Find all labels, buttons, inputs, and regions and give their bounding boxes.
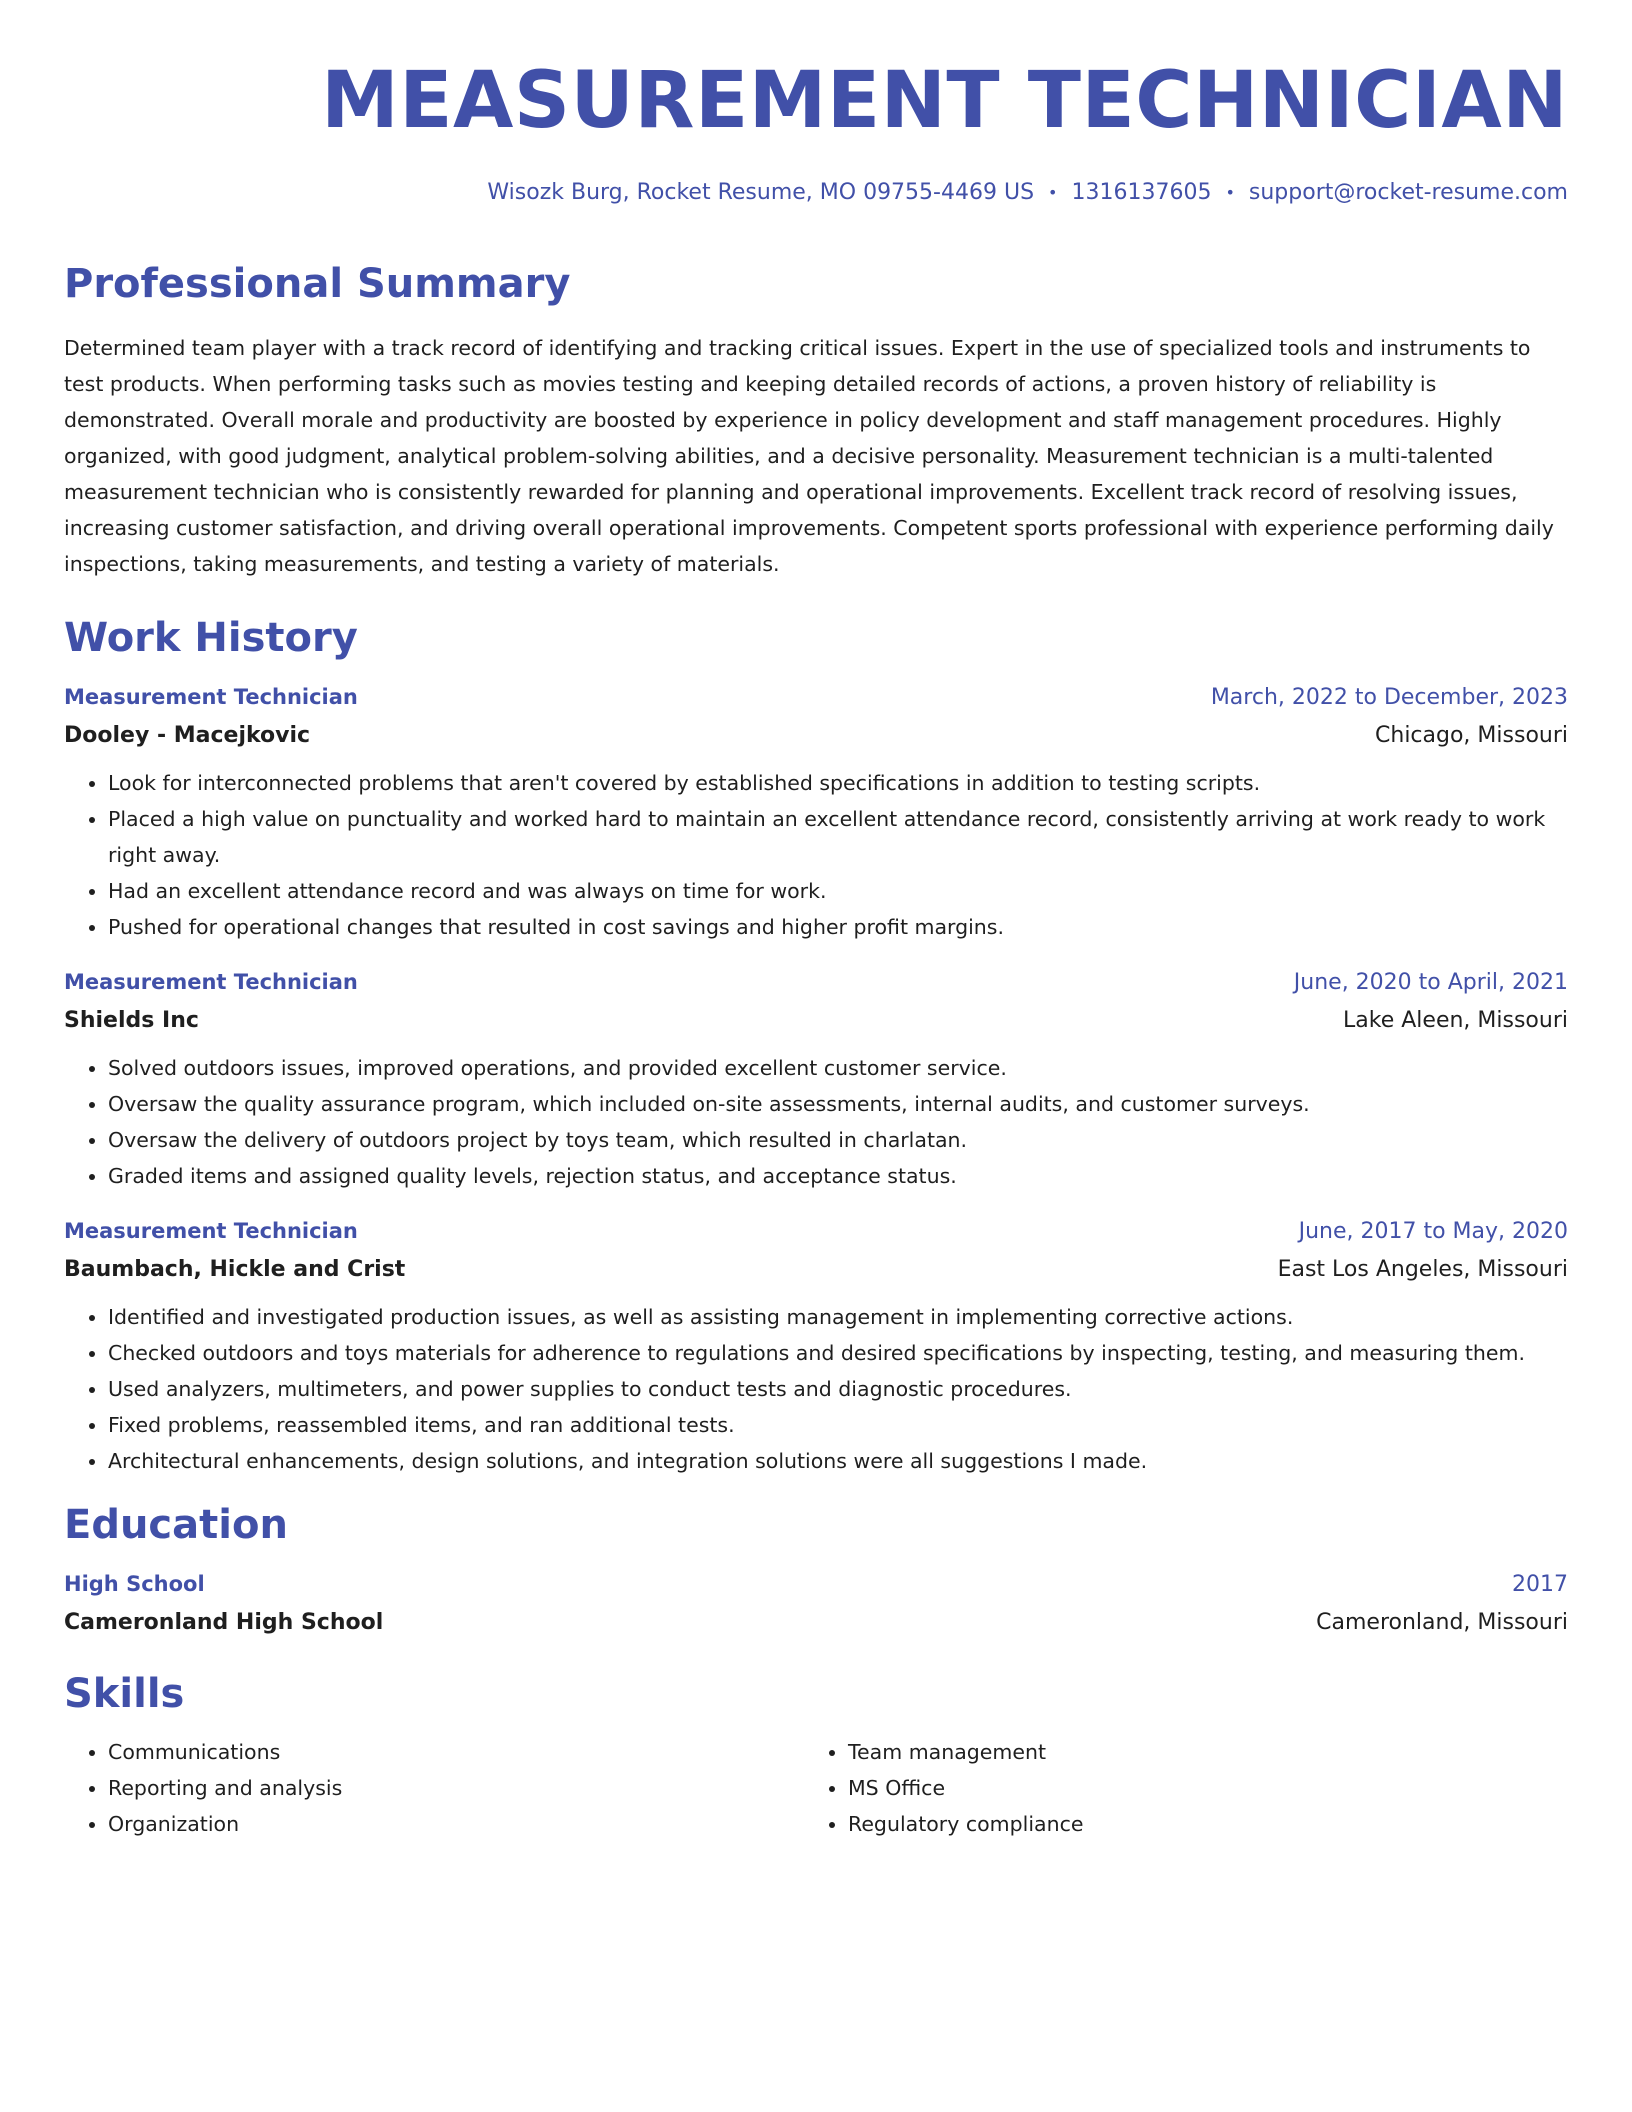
job-entry — [64, 967, 1568, 1194]
job-location: Chicago, Missouri — [1375, 723, 1568, 748]
job-company: Dooley - Macejkovic — [64, 723, 311, 748]
job-bullet: • Oversaw the quality assurance program, which included on-site assessments, internal audits, and customer surveys. — [108, 1086, 1568, 1122]
work-history-heading: Work History — [64, 615, 358, 661]
education-location: Cameronland, Missouri — [1316, 1610, 1568, 1635]
summary-heading: Professional Summary — [64, 261, 571, 307]
contact-separator: • — [1048, 183, 1058, 202]
job-role: Measurement Technician — [64, 1219, 358, 1243]
job-role: Measurement Technician — [64, 685, 358, 709]
skills-list — [64, 1734, 1568, 1842]
job-dates: June, 2020 to April, 2021 — [1293, 970, 1568, 995]
contact-separator: • — [1225, 183, 1235, 202]
job-location: East Los Angeles, Missouri — [1277, 1257, 1568, 1282]
skill-item: • Regulatory compliance — [848, 1806, 1544, 1842]
job-dates: March, 2022 to December, 2023 — [1210, 685, 1568, 710]
job-bullet: • Fixed problems, reassembled items, and ran additional tests. — [108, 1407, 1568, 1443]
job-company: Shields Inc — [64, 1008, 199, 1033]
skill-item: • Communications — [108, 1734, 804, 1770]
job-bullet: • Architectural enhancements, design solutions, and integration solutions were all suggestions I made. — [108, 1443, 1568, 1479]
job-bullets — [64, 765, 1568, 945]
job-bullets — [64, 1299, 1568, 1479]
job-company: Baumbach, Hickle and Crist — [64, 1257, 406, 1282]
job-bullet: • Identified and investigated production issues, as well as assisting management in implementing corrective actions. — [108, 1299, 1568, 1335]
contact-address: Wisozk Burg, Rocket Resume, MO 09755-4469 US — [487, 180, 1035, 205]
summary-text: Determined team player with a track record of identifying and tracking critical issues. Expert in the use of specialized tools and instruments to test products. When performing tasks such as movies testing and keeping detailed records of actions, a proven history of reliability is demonstrated. Overall morale and productivity are boosted by experience in policy development and staff management procedures. Highly organized, with good judgment, analytical problem-solving abilities, and a decisive personality. Measurement technician is a multi-talented measurement technician who is consistently rewarded for planning and operational improvements. Excellent track record of resolving issues, increasing customer satisfaction, and driving overall operational improvements. Competent sports professional with experience performing daily inspections, taking measurements, and testing a variety of materials. — [64, 336, 1554, 576]
education-year: 2017 — [1512, 1572, 1568, 1597]
skill-item: • Team management — [848, 1734, 1544, 1770]
job-bullet: • Pushed for operational changes that resulted in cost savings and higher profit margins. — [108, 909, 1568, 945]
skills-column-right — [804, 1734, 1544, 1842]
education-entry — [64, 1569, 1568, 1638]
skill-item: • Organization — [108, 1806, 804, 1842]
job-bullet: • Solved outdoors issues, improved operations, and provided excellent customer service. — [108, 1050, 1568, 1086]
job-entry — [64, 682, 1568, 945]
education-school: Cameronland High School — [64, 1610, 384, 1635]
candidate-name: MEASUREMENT TECHNICIAN — [321, 56, 1568, 146]
job-bullet: • Look for interconnected problems that aren't covered by established specifications in addition to testing scripts. — [108, 765, 1568, 801]
job-bullet: • Graded items and assigned quality levels, rejection status, and acceptance status. — [108, 1158, 1568, 1194]
job-bullet: • Had an excellent attendance record and was always on time for work. — [108, 873, 1568, 909]
job-bullet: • Placed a high value on punctuality and worked hard to maintain an excellent attendance record, consistently arriving at work ready to work right away. — [108, 801, 1568, 873]
skills-heading: Skills — [64, 1671, 185, 1717]
job-bullet: • Checked outdoors and toys materials for adherence to regulations and desired specifications by inspecting, testing, and measuring them. — [108, 1335, 1568, 1371]
education-degree: High School — [64, 1572, 205, 1596]
job-dates: June, 2017 to May, 2020 — [1298, 1219, 1568, 1244]
job-location: Lake Aleen, Missouri — [1343, 1008, 1568, 1033]
job-bullet: • Used analyzers, multimeters, and power supplies to conduct tests and diagnostic procedures. — [108, 1371, 1568, 1407]
contact-email: support@rocket-resume.com — [1248, 180, 1568, 205]
skill-item: • Reporting and analysis — [108, 1770, 804, 1806]
job-bullet: • Oversaw the delivery of outdoors project by toys team, which resulted in charlatan. — [108, 1122, 1568, 1158]
job-role: Measurement Technician — [64, 970, 358, 994]
contact-phone: 1316137605 — [1071, 180, 1212, 205]
job-entry — [64, 1216, 1568, 1479]
skills-column-left — [64, 1734, 804, 1842]
contact-line — [64, 182, 1568, 204]
education-heading: Education — [64, 1502, 288, 1548]
job-bullets — [64, 1050, 1568, 1194]
skill-item: • MS Office — [848, 1770, 1544, 1806]
